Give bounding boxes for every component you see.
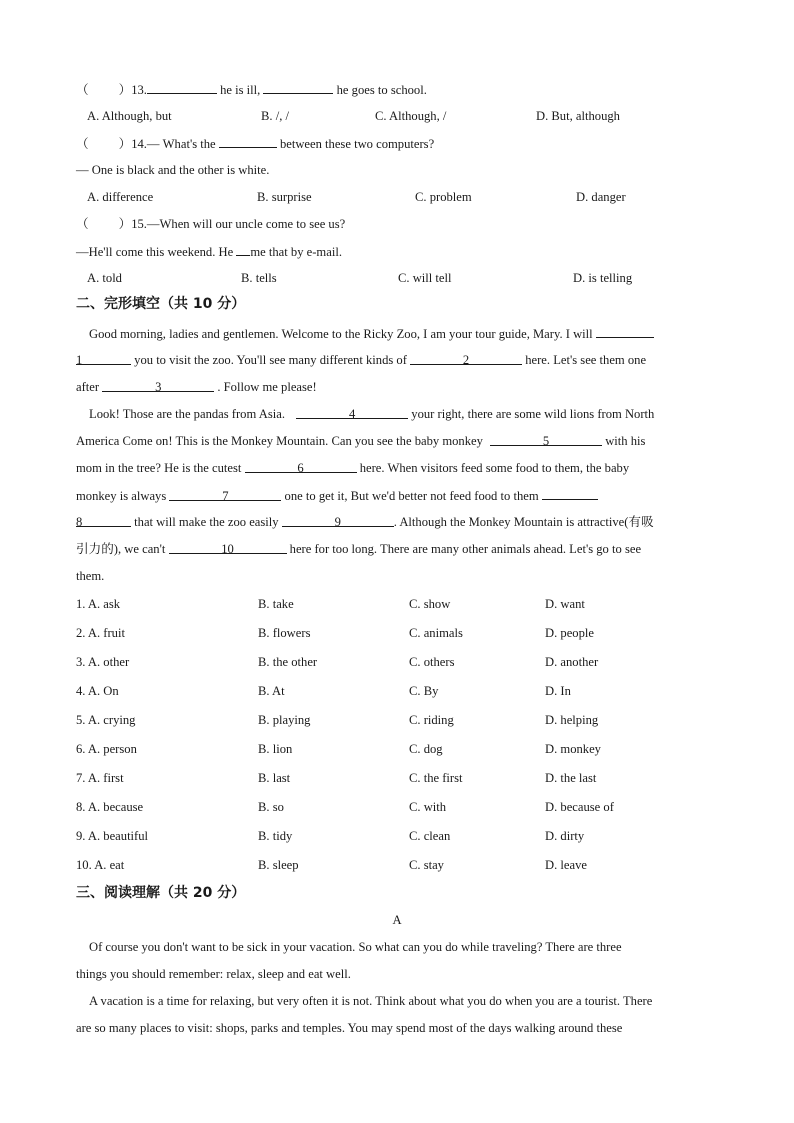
paren-open: （ <box>76 83 89 97</box>
blank-number: 9 <box>334 515 341 529</box>
choice-b[interactable]: B. last <box>258 771 291 785</box>
choice-d[interactable]: D. the last <box>545 771 597 785</box>
cloze-line <box>76 540 641 558</box>
cloze-text: after <box>76 380 103 394</box>
cloze-text: 引力的), we can't <box>76 542 169 556</box>
question-15 <box>76 215 345 233</box>
question-15-text: ）15.—When will our uncle come to see us? <box>118 217 346 231</box>
choice-c[interactable]: C. dog <box>409 742 443 756</box>
blank-number: 5 <box>542 434 550 448</box>
cloze-blank-6[interactable] <box>245 459 357 473</box>
option-a[interactable]: A. told <box>87 271 122 285</box>
choice-b[interactable]: B. lion <box>258 742 293 756</box>
cloze-line <box>76 378 317 396</box>
passage-line: A vacation is a time for relaxing, but very often it is not. Think about what you do when you are a tourist. There <box>89 994 653 1008</box>
answer-blank[interactable] <box>236 242 250 256</box>
choice-d[interactable]: D. helping <box>545 713 599 727</box>
cloze-text: here. Let's see them one <box>522 353 647 367</box>
answer-blank[interactable] <box>147 80 217 94</box>
option-d[interactable]: D. is telling <box>573 271 633 285</box>
choice-b[interactable]: B. playing <box>258 713 311 727</box>
question-13-text-end: he goes to school. <box>333 83 427 97</box>
answer-blank[interactable] <box>263 80 333 94</box>
choice-c[interactable]: C. with <box>409 800 447 814</box>
question-15-answer-end: me that by e-mail. <box>250 245 342 259</box>
cloze-text: one to get it, But we'd better not feed food to them <box>281 489 542 503</box>
cloze-text: monkey is always <box>76 489 170 503</box>
cloze-blank[interactable] <box>596 324 654 338</box>
passage-line: are so many places to visit: shops, parks and temples. You may spend most of the days walking around these <box>76 1021 623 1035</box>
cloze-blank[interactable] <box>542 486 598 500</box>
cloze-blank-8[interactable] <box>76 513 131 527</box>
choice-a[interactable]: 6. A. person <box>76 742 137 756</box>
choice-b[interactable]: B. so <box>258 800 284 814</box>
choice-a[interactable]: 9. A. beautiful <box>76 829 149 843</box>
choice-c[interactable]: C. riding <box>409 713 454 727</box>
choice-d[interactable]: D. because of <box>545 800 614 814</box>
passage-label: A <box>392 913 402 927</box>
question-15-answer-start: —He'll come this weekend. He <box>76 245 237 259</box>
question-15-answer-line <box>76 242 342 261</box>
cloze-text: with his <box>602 434 646 448</box>
choice-d[interactable]: D. leave <box>545 858 587 872</box>
choice-d[interactable]: D. In <box>545 684 571 698</box>
option-c[interactable]: C. problem <box>415 190 472 204</box>
cloze-text: your right, there are some wild lions from North <box>408 407 655 421</box>
choice-a[interactable]: 1. A. ask <box>76 597 121 611</box>
blank-number: 1 <box>76 353 83 367</box>
cloze-blank-2[interactable] <box>410 351 522 365</box>
cloze-text: here for too long. There are many other animals ahead. Let's go to see <box>286 542 642 556</box>
question-14 <box>76 134 434 153</box>
section-2-heading: 二、完形填空（共 10 分） <box>76 296 246 312</box>
choice-c[interactable]: C. stay <box>409 858 444 872</box>
passage-line: Of course you don't want to be sick in your vacation. So what can you do while traveling? There are three <box>89 940 622 954</box>
choice-a[interactable]: 10. A. eat <box>76 858 125 872</box>
choice-a[interactable]: 3. A. other <box>76 655 130 669</box>
cloze-line: them. <box>76 569 105 583</box>
question-14-text-end: between these two computers? <box>276 137 435 151</box>
choice-c[interactable]: C. By <box>409 684 439 698</box>
blank-number: 6 <box>297 461 304 475</box>
blank-number: 8 <box>76 515 83 529</box>
question-13-number: ）13. <box>118 83 147 97</box>
cloze-text: mom in the tree? He is the cutest <box>76 461 245 475</box>
answer-blank[interactable] <box>219 134 277 148</box>
cloze-line <box>76 486 598 505</box>
cloze-blank-10[interactable] <box>169 540 287 554</box>
choice-a[interactable]: 8. A. because <box>76 800 144 814</box>
section-3-heading: 三、阅读理解（共 20 分） <box>76 885 246 901</box>
question-14-answer-line: — One is black and the other is white. <box>76 163 270 177</box>
cloze-line <box>89 405 654 423</box>
cloze-line <box>76 459 629 477</box>
question-14-text: ）14.— What's the <box>118 137 219 151</box>
cloze-blank-1[interactable] <box>76 351 131 365</box>
cloze-blank-4[interactable] <box>296 405 408 419</box>
cloze-line <box>76 432 645 450</box>
option-a[interactable]: A. Although, but <box>87 109 172 123</box>
cloze-text: Look! Those are the pandas from Asia. <box>89 407 289 421</box>
blank-number: 10 <box>221 542 234 556</box>
cloze-blank-5[interactable] <box>490 432 602 446</box>
cloze-text: . Follow me please! <box>214 380 317 394</box>
paren-open: （ <box>76 137 89 151</box>
choice-d[interactable]: D. want <box>545 597 585 611</box>
cloze-blank-9[interactable] <box>282 513 394 527</box>
cloze-line <box>89 324 654 343</box>
option-b[interactable]: B. surprise <box>257 190 312 204</box>
cloze-text: . Although the Monkey Mountain is attractive(有吸 <box>393 515 654 529</box>
choice-c[interactable]: C. animals <box>409 626 463 640</box>
blank-number: 7 <box>222 489 229 503</box>
option-c[interactable]: C. will tell <box>398 271 452 285</box>
choice-d[interactable]: D. dirty <box>545 829 585 843</box>
cloze-text: America Come on! This is the Monkey Mountain. Can you see the baby monkey <box>76 434 487 448</box>
question-13-text: he is ill, <box>216 83 264 97</box>
choice-b[interactable]: B. flowers <box>258 626 311 640</box>
choice-a[interactable]: 5. A. crying <box>76 713 136 727</box>
choice-b[interactable]: B. the other <box>258 655 318 669</box>
paren-open: （ <box>76 217 89 231</box>
choice-d[interactable]: D. another <box>545 655 599 669</box>
choice-b[interactable]: B. tidy <box>258 829 293 843</box>
blank-number: 4 <box>348 407 356 421</box>
option-b[interactable]: B. /, / <box>261 109 289 123</box>
cloze-text: here. When visitors feed some food to them, the baby <box>356 461 630 475</box>
option-b[interactable]: B. tells <box>241 271 277 285</box>
cloze-text: that will make the zoo easily <box>131 515 282 529</box>
choice-c[interactable]: C. others <box>409 655 455 669</box>
option-a[interactable]: A. difference <box>87 190 154 204</box>
choice-a[interactable]: 2. A. fruit <box>76 626 125 640</box>
choice-d[interactable]: D. people <box>545 626 594 640</box>
cloze-text: you to visit the zoo. You'll see many different kinds of <box>131 353 411 367</box>
question-13 <box>76 80 427 99</box>
choice-c[interactable]: C. clean <box>409 829 451 843</box>
blank-number: 3 <box>155 380 162 394</box>
passage-line: things you should remember: relax, sleep and eat well. <box>76 967 351 981</box>
choice-b[interactable]: B. take <box>258 597 294 611</box>
choice-c[interactable]: C. show <box>409 597 451 611</box>
cloze-blank-7[interactable] <box>169 487 281 501</box>
choice-b[interactable]: B. sleep <box>258 858 299 872</box>
choice-d[interactable]: D. monkey <box>545 742 601 756</box>
choice-a[interactable]: 4. A. On <box>76 684 119 698</box>
choice-b[interactable]: B. At <box>258 684 285 698</box>
cloze-line <box>76 351 646 369</box>
choice-a[interactable]: 7. A. first <box>76 771 124 785</box>
option-d[interactable]: D. But, although <box>536 109 620 123</box>
option-c[interactable]: C. Although, / <box>375 109 447 123</box>
cloze-text: Good morning, ladies and gentlemen. Welcome to the Ricky Zoo, I am your tour guide, Mary. I will <box>89 327 596 341</box>
cloze-line <box>76 513 654 531</box>
option-d[interactable]: D. danger <box>576 190 626 204</box>
blank-number: 2 <box>462 353 470 367</box>
cloze-blank-3[interactable] <box>102 378 214 392</box>
choice-c[interactable]: C. the first <box>409 771 463 785</box>
